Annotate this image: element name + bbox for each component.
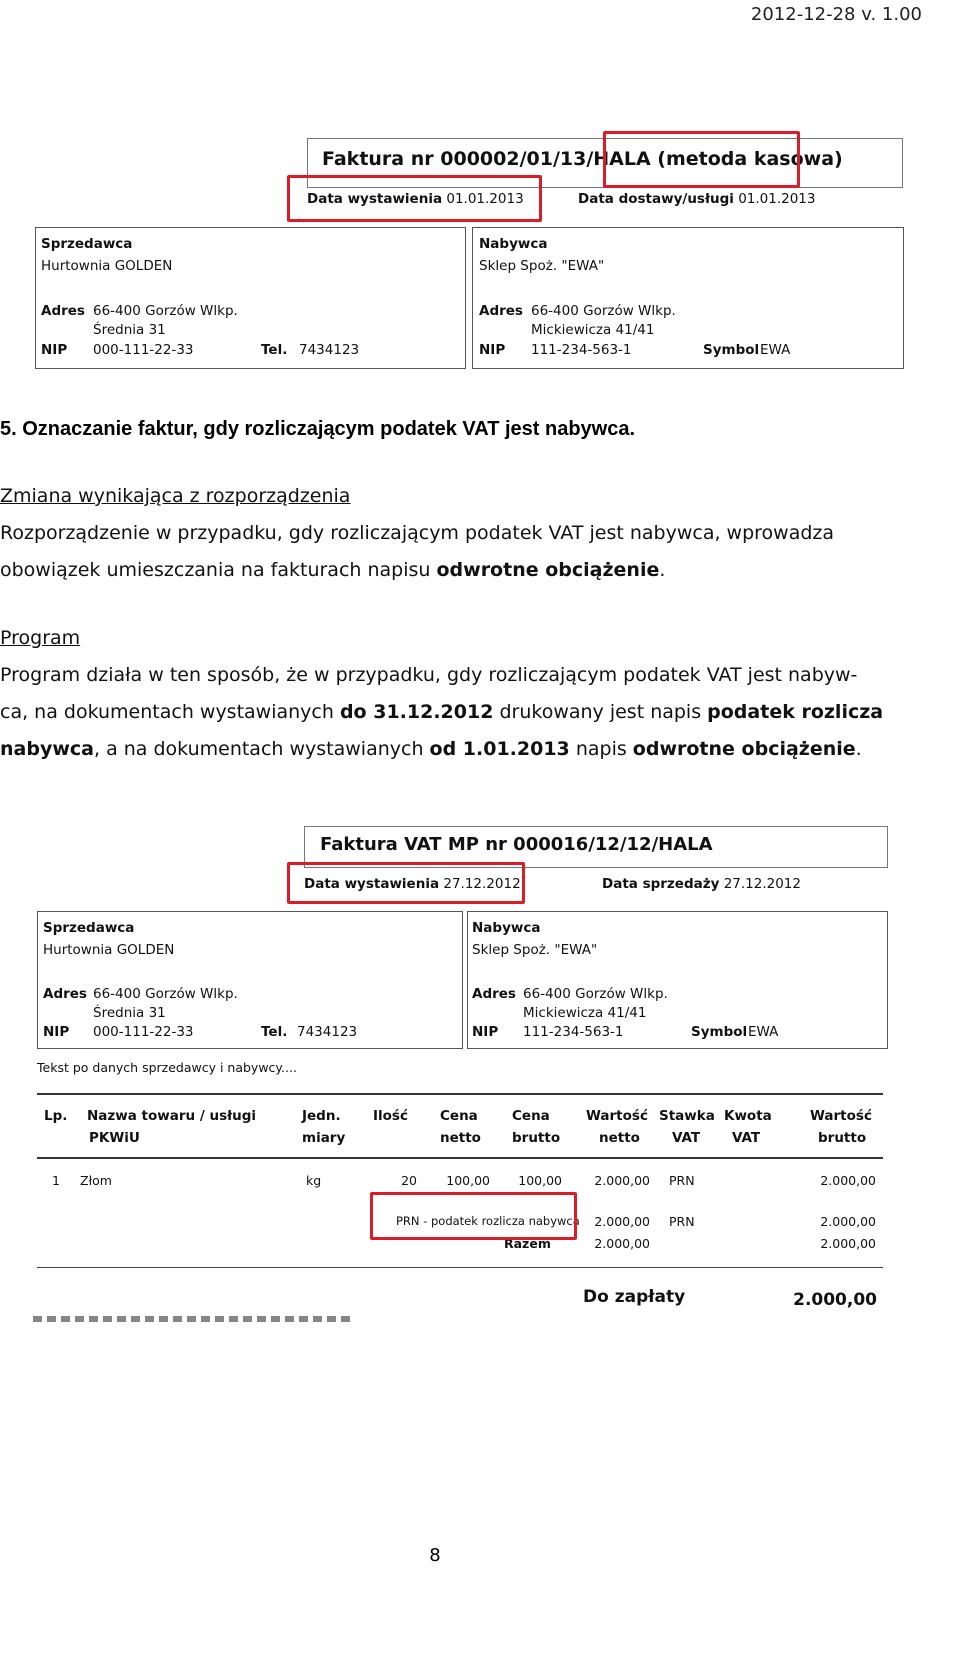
invoice-1-title: Faktura nr 000002/01/13/HALA (metoda kasowa) [322, 148, 843, 170]
total-label: Razem [504, 1236, 551, 1251]
section-5-body [0, 478, 940, 768]
seller-tel-label: Tel. [261, 342, 288, 358]
row-net: 100,00 [446, 1173, 490, 1188]
invoice-2-sale-date [602, 876, 801, 892]
invoice-2-title: Faktura VAT MP nr 000016/12/12/HALA [320, 834, 713, 855]
col-unit-line1: Jedn. [302, 1108, 341, 1124]
issue-date-value: 27.12.2012 [443, 876, 521, 892]
paragraph-1-line-1: Rozporządzenie w przypadku, gdy rozliczającym podatek VAT jest nabywca, wprowadza [0, 522, 835, 544]
cropped-text-fragment [33, 1316, 353, 1322]
col-gross-line1: Cena [512, 1108, 550, 1124]
col-valgross-line1: Wartość [810, 1108, 872, 1124]
buyer-address-line2: Mickiewicza 41/41 [523, 1005, 647, 1021]
text-run: drukowany jest napis [493, 701, 708, 723]
buyer-address-label: Adres [472, 986, 516, 1002]
buyer-address-line1: 66-400 Gorzów Wlkp. [531, 303, 676, 319]
row-gross: 100,00 [518, 1173, 562, 1188]
text-run: . [855, 738, 862, 760]
bold-text-run: odwrotne obciążenie [632, 738, 856, 760]
seller-address-label: Adres [43, 986, 87, 1002]
row-rate: PRN [669, 1173, 695, 1188]
col-vat-line2: VAT [732, 1130, 761, 1146]
row-unit: kg [306, 1173, 322, 1188]
highlight-metoda-kasowa [603, 131, 800, 188]
col-gross-line2: brutto [512, 1130, 561, 1146]
buyer-nip: 111-234-563-1 [531, 342, 632, 358]
sale-date-value: 27.12.2012 [723, 876, 801, 892]
table-header-rule [37, 1157, 883, 1159]
paragraph-1-line-2 [0, 552, 940, 589]
bold-text-run: podatek rozlicza [707, 701, 884, 723]
document-version: 2012-12-28 v. 1.00 [750, 4, 922, 25]
col-net-line2: netto [440, 1130, 481, 1146]
buyer-nip-label: NIP [472, 1024, 499, 1040]
col-qty: Ilość [373, 1108, 408, 1124]
seller-address-line2: Średnia 31 [93, 1005, 166, 1021]
seller-label: Sprzedawca [41, 236, 133, 252]
text-run: ca, na dokumentach wystawianych [0, 701, 340, 723]
prn-val-gross: 2.000,00 [820, 1214, 876, 1229]
cropped-text-mark [33, 1316, 353, 1322]
seller-nip-label: NIP [43, 1024, 70, 1040]
total-val-net: 2.000,00 [594, 1236, 650, 1251]
text-run: obowiązek umieszczania na fakturach napisu [0, 559, 437, 581]
total-val-gross: 2.000,00 [820, 1236, 876, 1251]
buyer-name: Sklep Spoż. "EWA" [479, 258, 605, 274]
col-unit-line2: miary [302, 1130, 346, 1146]
seller-nip: 000-111-22-33 [93, 342, 194, 358]
issue-date-value: 01.01.2013 [446, 191, 524, 207]
paragraph-2-line-1: Program działa w ten sposób, że w przypadku, gdy rozliczającym podatek VAT jest nabyw- [0, 664, 858, 686]
pay-amount: 2.000,00 [793, 1290, 877, 1310]
seller-tel: 7434123 [299, 342, 360, 358]
seller-tel-label: Tel. [261, 1024, 288, 1040]
col-valgross-line2: brutto [818, 1130, 867, 1146]
seller-address-line2: Średnia 31 [93, 322, 166, 338]
bold-text-run: od 1.01.2013 [429, 738, 570, 760]
col-lp: Lp. [44, 1108, 68, 1124]
section-5-heading: 5. Oznaczanie faktur, gdy rozliczającym podatek VAT jest nabywca. [0, 418, 636, 440]
highlight-issue-date [287, 175, 542, 222]
spacer [0, 589, 940, 620]
highlight-issue-date-2 [287, 862, 525, 904]
buyer-label: Nabywca [472, 920, 541, 936]
paragraph-2-line-3 [0, 731, 940, 768]
row-name: Złom [80, 1173, 112, 1188]
seller-tel: 7434123 [297, 1024, 358, 1040]
col-vat-line1: Kwota [724, 1108, 772, 1124]
prn-note: PRN - podatek rozlicza nabywca [396, 1214, 580, 1228]
prn-rate: PRN [669, 1214, 695, 1229]
delivery-date-label: Data dostawy/usługi [578, 191, 734, 207]
buyer-symbol: EWA [760, 342, 791, 358]
col-net-line1: Cena [440, 1108, 478, 1124]
buyer-nip: 111-234-563-1 [523, 1024, 624, 1040]
sale-date-label: Data sprzedaży [602, 876, 720, 892]
row-qty: 20 [401, 1173, 417, 1188]
paragraph-2-line-2 [0, 694, 940, 731]
buyer-symbol-label: Symbol [703, 342, 760, 358]
issue-date-label: Data wystawienia [307, 191, 443, 207]
buyer-address-line1: 66-400 Gorzów Wlkp. [523, 986, 668, 1002]
row-val-gross: 2.000,00 [820, 1173, 876, 1188]
seller-label: Sprzedawca [43, 920, 135, 936]
buyer-label: Nabywca [479, 236, 548, 252]
col-rate-line2: VAT [672, 1130, 701, 1146]
invoice-1-delivery-date [578, 191, 815, 207]
row-lp: 1 [52, 1173, 60, 1188]
col-name-line2: PKWiU [89, 1130, 140, 1146]
prn-val-net: 2.000,00 [594, 1214, 650, 1229]
highlight-prn-note [370, 1192, 577, 1240]
buyer-address-line2: Mickiewicza 41/41 [531, 322, 655, 338]
delivery-date-value: 01.01.2013 [738, 191, 816, 207]
row-val-net: 2.000,00 [594, 1173, 650, 1188]
seller-name: Hurtownia GOLDEN [41, 258, 173, 274]
text-run: . [659, 559, 666, 581]
issue-date-label: Data wystawienia [304, 876, 440, 892]
seller-name: Hurtownia GOLDEN [43, 942, 175, 958]
seller-address-label: Adres [41, 303, 85, 319]
table-bottom-rule [37, 1267, 883, 1268]
invoice-note: Tekst po danych sprzedawcy i nabywcy.... [37, 1060, 297, 1075]
bold-text-run: nabywca [0, 738, 94, 760]
col-name-line1: Nazwa towaru / usługi [87, 1108, 257, 1124]
col-rate-line1: Stawka [659, 1108, 715, 1124]
text-run: , a na dokumentach wystawianych [93, 738, 430, 760]
table-top-rule [37, 1093, 883, 1095]
seller-address-line1: 66-400 Gorzów Wlkp. [93, 986, 238, 1002]
bold-text-run: odwrotne obciążenie [436, 559, 660, 581]
buyer-nip-label: NIP [479, 342, 506, 358]
buyer-symbol-label: Symbol [691, 1024, 748, 1040]
subheading-program: Program [0, 627, 81, 649]
text-run: napis [569, 738, 633, 760]
col-valnet-line2: netto [599, 1130, 640, 1146]
buyer-symbol: EWA [748, 1024, 779, 1040]
pay-label: Do zapłaty [583, 1287, 686, 1307]
buyer-address-label: Adres [479, 303, 523, 319]
subheading-regulation: Zmiana wynikająca z rozporządzenia [0, 485, 351, 507]
page-number: 8 [429, 1545, 441, 1566]
seller-nip: 000-111-22-33 [93, 1024, 194, 1040]
buyer-name: Sklep Spoż. "EWA" [472, 942, 598, 958]
bold-text-run: do 31.12.2012 [339, 701, 494, 723]
seller-nip-label: NIP [41, 342, 68, 358]
seller-address-line1: 66-400 Gorzów Wlkp. [93, 303, 238, 319]
col-valnet-line1: Wartość [586, 1108, 648, 1124]
